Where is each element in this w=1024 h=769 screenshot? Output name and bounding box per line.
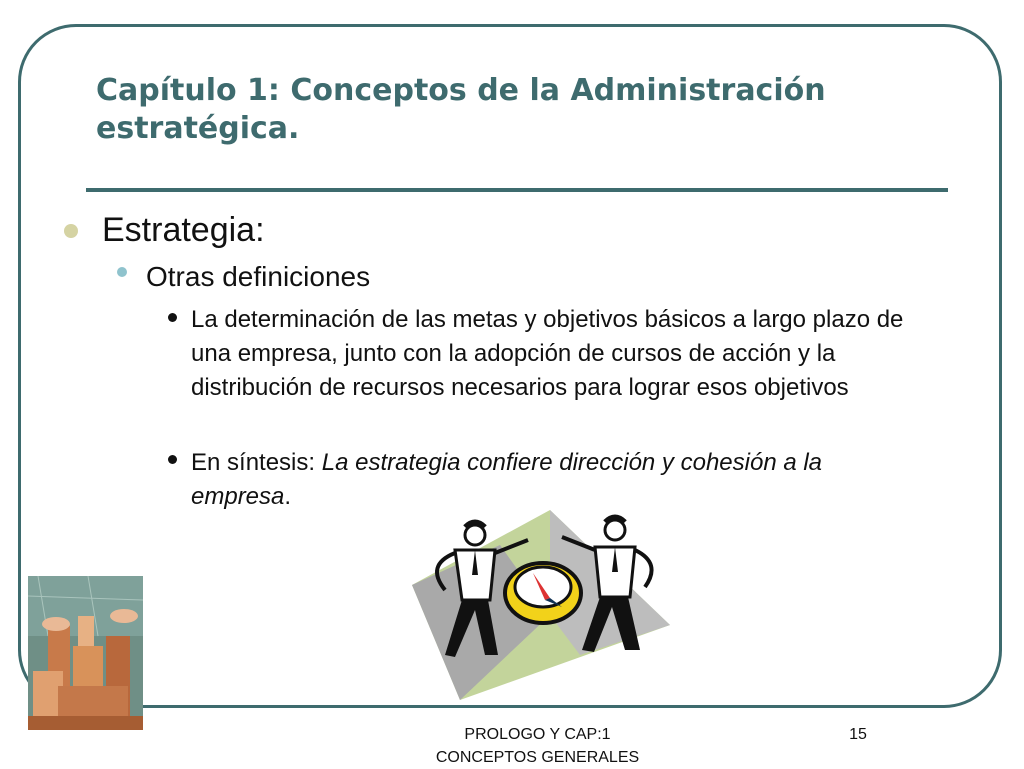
bullet-level2-icon — [117, 267, 127, 277]
slide-title: Capítulo 1: Conceptos de la Administración estratégica. — [96, 73, 826, 146]
title-divider — [86, 188, 948, 192]
synthesis-italic: La estrategia confiere dirección y cohesión a la empresa — [191, 449, 823, 510]
bullet-level3-text-synthesis — [191, 446, 921, 514]
synthesis-prefix: En síntesis: — [191, 449, 322, 476]
bullet-level3-text-definition: La determinación de las metas y objetivos básicos a largo plazo de una empresa, junto con la adopción de cursos de acción y la distribución de recursos necesarios para lograr esos objetivos — [191, 306, 904, 401]
businessmen-compass-clipart — [400, 505, 690, 705]
footer-line1: PROLOGO Y CAP:1 — [464, 726, 611, 743]
synthesis-suffix: . — [284, 483, 292, 510]
page-number: 15 — [849, 726, 867, 743]
bullet-level1-text: Estrategia: — [102, 211, 265, 249]
bullet-level3-icon — [168, 455, 177, 464]
footer-caption — [380, 723, 695, 769]
bullet-level2-text: Otras definiciones — [146, 261, 371, 292]
bullet-level1-icon — [64, 224, 78, 238]
footer-line2: CONCEPTOS GENERALES — [435, 749, 640, 766]
bullet-level3-icon — [168, 313, 177, 322]
building-blocks-collage-image — [28, 576, 143, 730]
